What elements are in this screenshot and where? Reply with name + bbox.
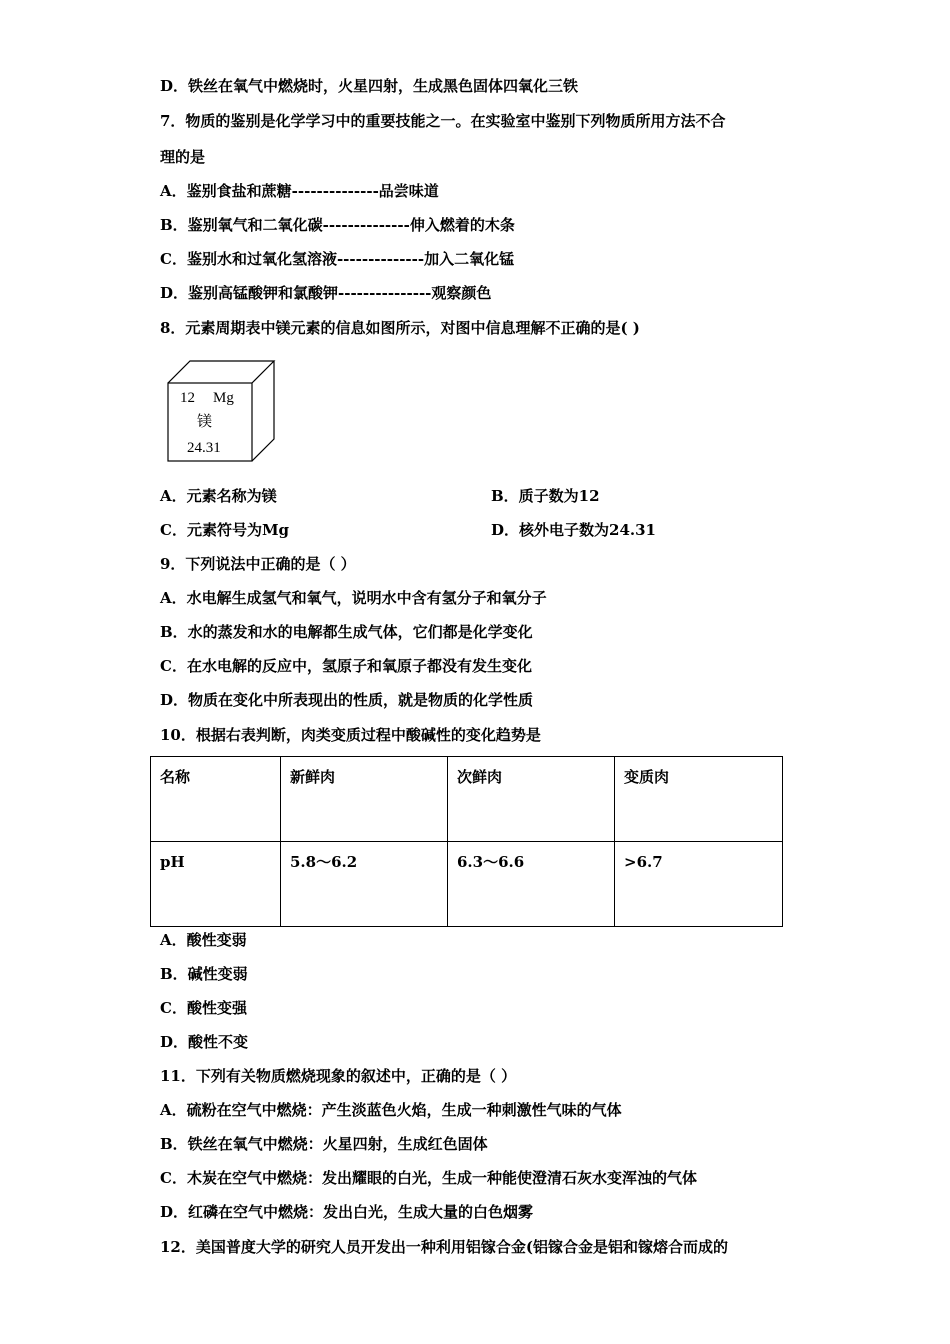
table-header-cell: 名称 — [151, 757, 281, 842]
table-header-cell: 次鲜肉 — [448, 757, 615, 842]
q9-option-d: D．物质在变化中所表现出的性质，就是物质的化学性质 — [160, 691, 534, 709]
q10-option-a: A．酸性变弱 — [160, 931, 247, 949]
q10-option-d: D．酸性不变 — [160, 1033, 249, 1051]
q7-stem: 7．物质的鉴别是化学学习中的重要技能之一。在实验室中鉴别下列物质所用方法不合 — [160, 112, 726, 130]
magnesium-element-card — [166, 359, 276, 463]
q7-option-d: D．鉴别高锰酸钾和氯酸钾---------------观察颜色 — [160, 284, 492, 302]
table-cell: 6.3～6.6 — [448, 842, 615, 927]
q11-option-c: C．木炭在空气中燃烧：发出耀眼的白光，生成一种能使澄清石灰水变浑浊的气体 — [160, 1169, 697, 1187]
atomic-number: 12 — [180, 390, 195, 406]
q10-option-c: C．酸性变强 — [160, 999, 247, 1017]
q11-option-a: A．硫粉在空气中燃烧：产生淡蓝色火焰，生成一种刺激性气味的气体 — [160, 1101, 622, 1119]
q8-option-d: D．核外电子数为24.31 — [491, 521, 656, 539]
q7-stem-continued: 理的是 — [160, 148, 206, 166]
q10-option-b: B．碱性变弱 — [160, 965, 248, 983]
q8-option-c: C．元素符号为Mg — [160, 521, 290, 539]
table-row — [151, 842, 783, 927]
q8-stem: 8．元素周期表中镁元素的信息如图所示，对图中信息理解不正确的是( ) — [160, 319, 640, 337]
table-header-row — [151, 757, 783, 842]
q9-option-b: B．水的蒸发和水的电解都生成气体，它们都是化学变化 — [160, 623, 533, 641]
element-name: 镁 — [197, 414, 213, 430]
q7-option-c: C．鉴别水和过氧化氢溶液--------------加入二氧化锰 — [160, 250, 515, 268]
q9-option-a: A．水电解生成氢气和氧气，说明水中含有氢分子和氧分子 — [160, 589, 547, 607]
atomic-mass: 24.31 — [187, 440, 221, 456]
table-cell: >6.7 — [615, 842, 783, 927]
q7-option-a: A．鉴别食盐和蔗糖--------------品尝味道 — [160, 182, 439, 200]
q8-option-b: B．质子数为12 — [491, 487, 600, 505]
q12-stem: 12．美国普度大学的研究人员开发出一种利用铝镓合金(铝镓合金是铝和镓熔合而成的 — [160, 1238, 728, 1256]
table-header-cell: 变质肉 — [615, 757, 783, 842]
table-cell: 5.8～6.2 — [281, 842, 448, 927]
q9-option-c: C．在水电解的反应中，氢原子和氧原子都没有发生变化 — [160, 657, 532, 675]
element-symbol: Mg — [213, 390, 234, 406]
q6-option-d: D．铁丝在氧气中燃烧时，火星四射，生成黑色固体四氧化三铁 — [160, 77, 579, 95]
table-header-cell: 新鲜肉 — [281, 757, 448, 842]
q11-stem: 11．下列有关物质燃烧现象的叙述中，正确的是（ ） — [160, 1067, 517, 1085]
q7-option-b: B．鉴别氧气和二氧化碳--------------伸入燃着的木条 — [160, 216, 515, 234]
q9-stem: 9．下列说法中正确的是（ ） — [160, 555, 356, 573]
q11-option-d: D．红磷在空气中燃烧：发出白光，生成大量的白色烟雾 — [160, 1203, 534, 1221]
table-cell: pH — [151, 842, 281, 927]
q8-option-a: A．元素名称为镁 — [160, 487, 277, 505]
q11-option-b: B．铁丝在氧气中燃烧：火星四射，生成红色固体 — [160, 1135, 488, 1153]
cube-outline — [166, 359, 276, 463]
q10-stem: 10．根据右表判断，肉类变质过程中酸碱性的变化趋势是 — [160, 726, 541, 744]
meat-ph-table — [150, 756, 783, 927]
